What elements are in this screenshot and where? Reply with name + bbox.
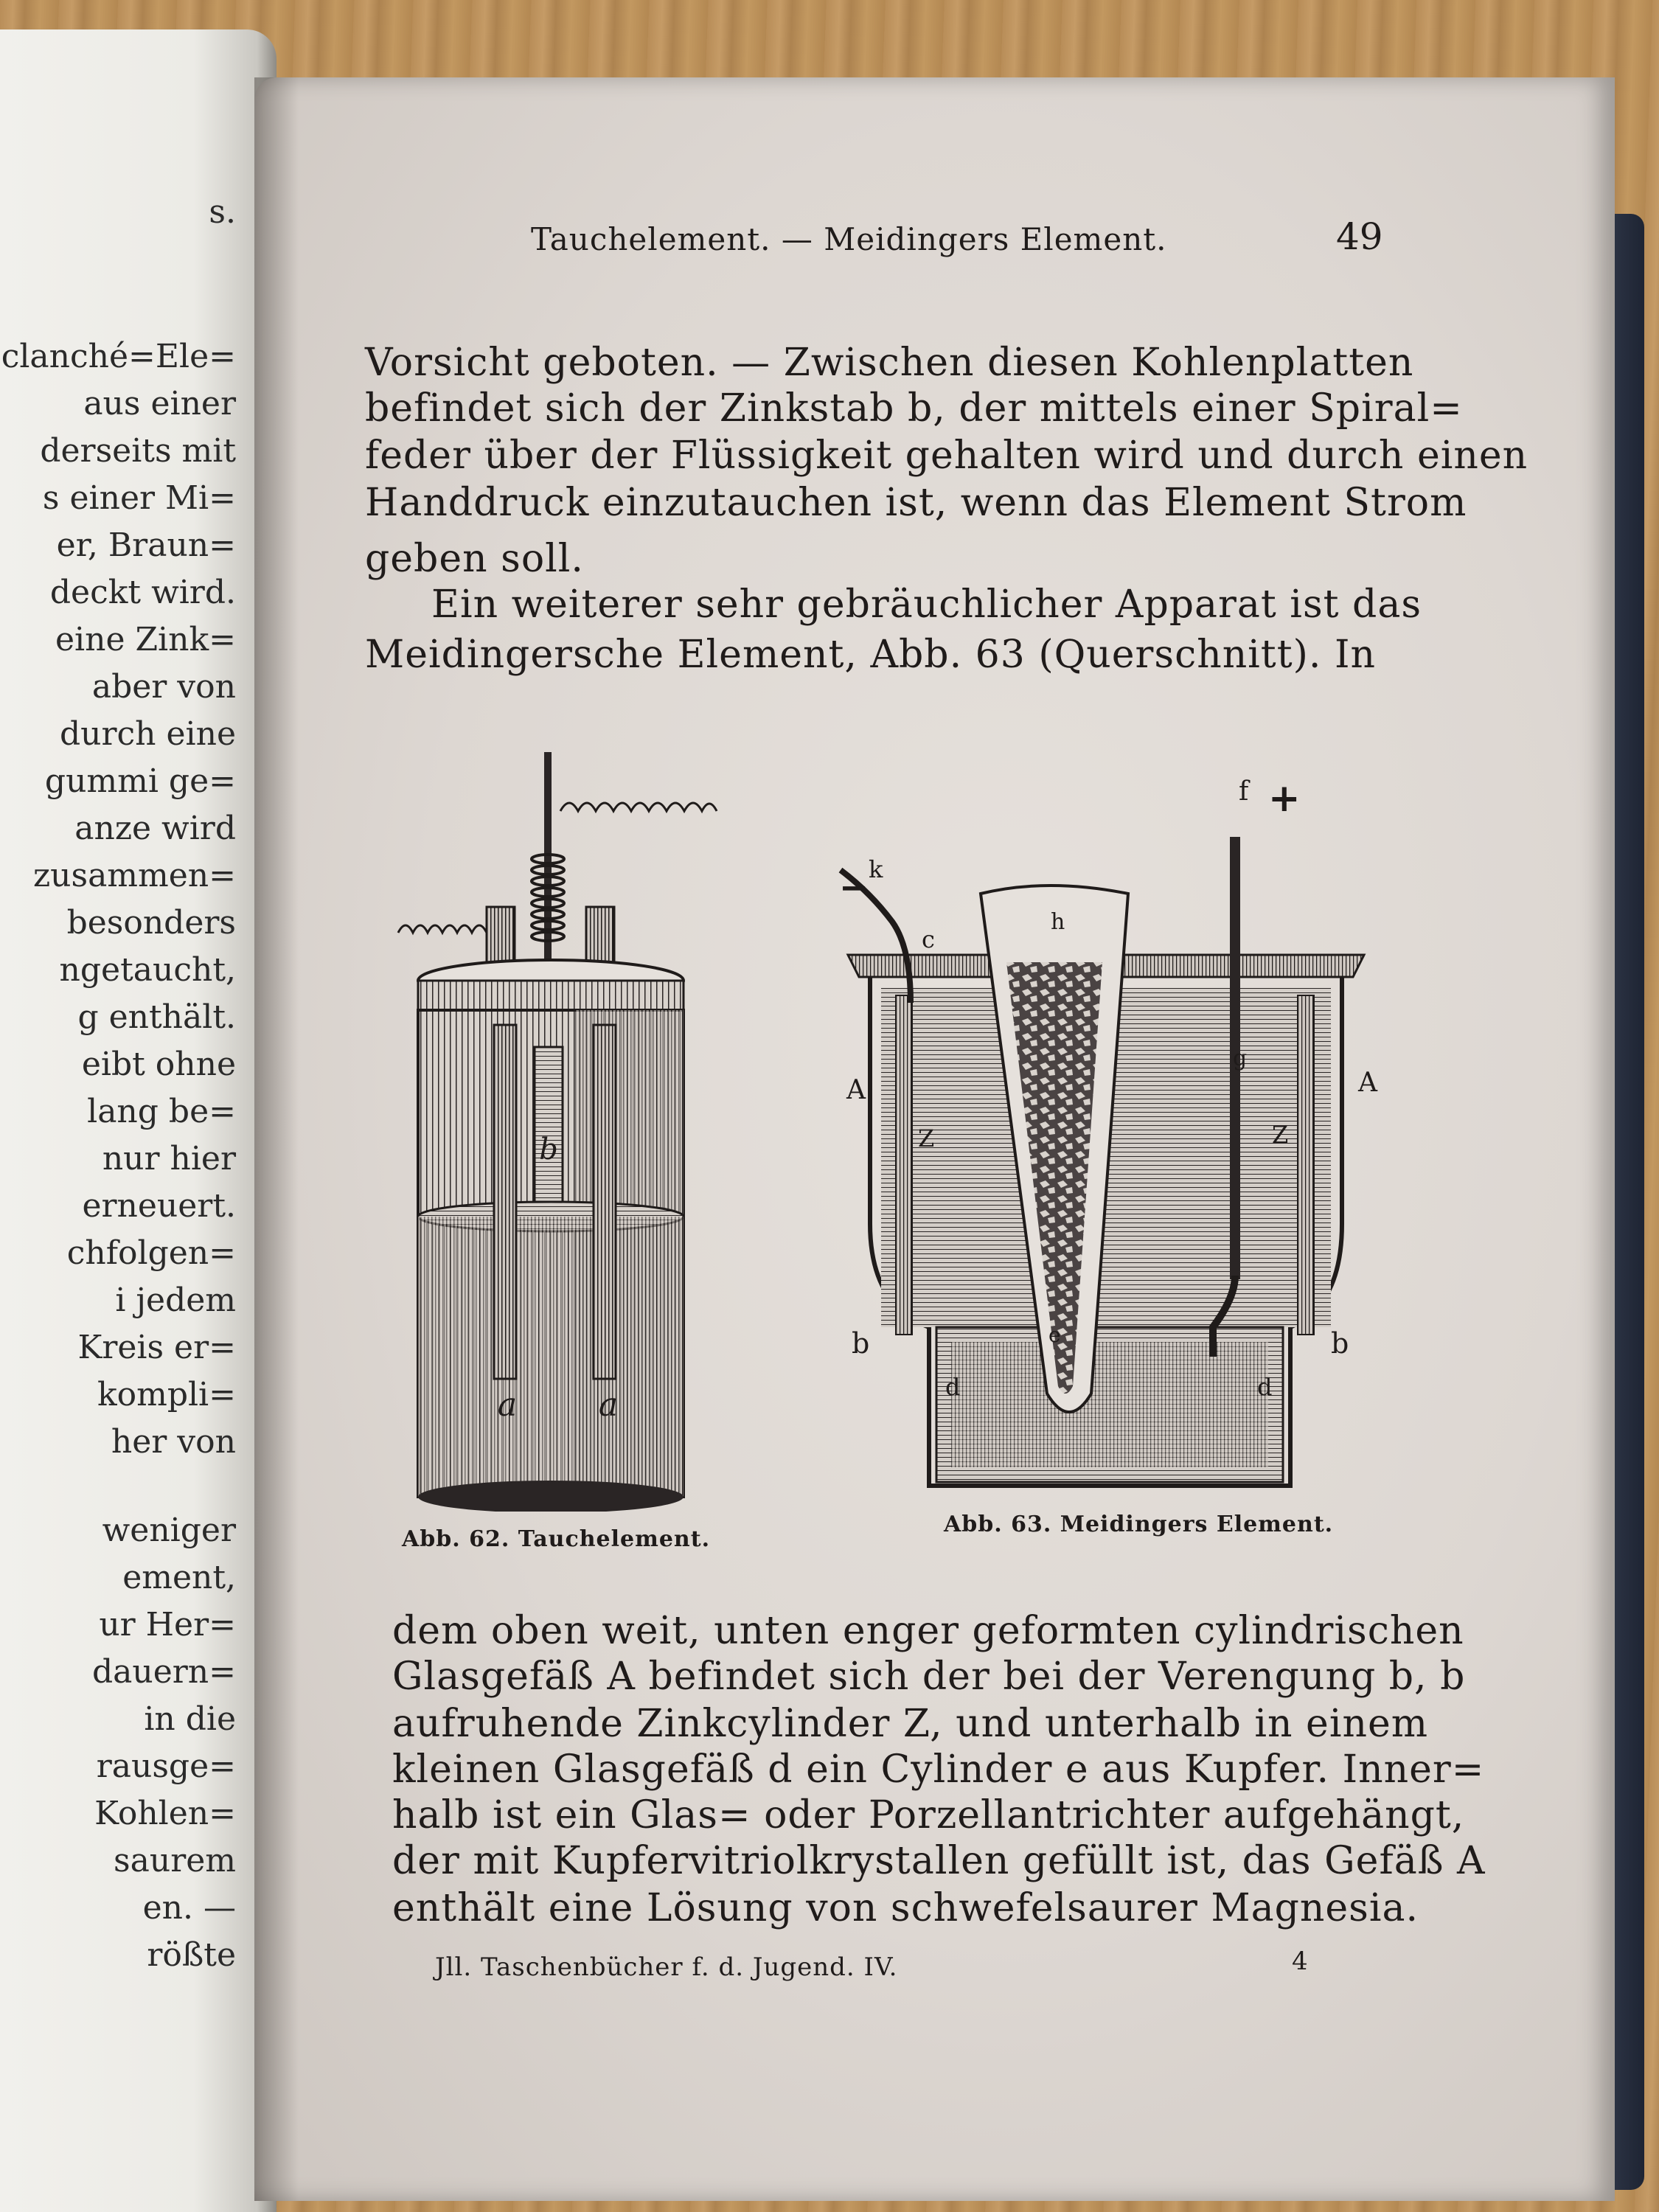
body-line: kleinen Glasgefäß d ein Cylinder e aus Kupfer. Inner= [392, 1747, 1485, 1792]
left-page-line: ngetaucht, [59, 951, 236, 989]
left-page-line: nur hier [102, 1140, 236, 1178]
fig63-label-Z: Z [918, 1124, 935, 1152]
body-line: Vorsicht geboten. — Zwischen diesen Kohlenplatten [365, 341, 1414, 385]
left-page-line: aus einer [83, 385, 236, 422]
left-page-line: Kreis er= [77, 1329, 236, 1366]
left-page-line: eine Zink= [55, 621, 236, 658]
left-page-line: her von [111, 1423, 236, 1461]
body-line: Glasgefäß A befindet sich der bei der Verengung b, b [392, 1655, 1466, 1699]
left-page-line: i jedem [115, 1281, 236, 1319]
left-page-line: s einer Mi= [42, 479, 236, 517]
left-page-line: in die [144, 1700, 236, 1738]
tauchelement-illustration [391, 737, 774, 1512]
left-page-line: deckt wird. [49, 574, 236, 611]
left-page-line: er, Braun= [56, 526, 236, 564]
left-page-line: s. [209, 193, 236, 231]
fig63-label-A: A [1358, 1068, 1377, 1098]
body-line: der mit Kupfervitriolkrystallen gefüllt ist, das Gefäß A [392, 1839, 1486, 1883]
left-page-line: gummi ge= [44, 762, 236, 800]
page-gutter-shadow [254, 77, 299, 2201]
fig63-label-b: b [852, 1327, 870, 1360]
left-page-line: g enthält. [77, 998, 236, 1036]
left-page-line: ur Her= [99, 1606, 236, 1644]
fig63-label-c: c [922, 925, 935, 953]
left-page-line: besonders [66, 904, 236, 942]
body-line: Handdruck einzutauchen ist, wenn das Element Strom [365, 481, 1467, 525]
left-page-line: clanché=Ele= [1, 338, 236, 375]
figure-caption-62: Abb. 62. Tauchelement. [402, 1526, 711, 1552]
fig63-label-f: f [1239, 776, 1249, 807]
fig63-label-A: A [846, 1075, 866, 1105]
fig63-label-k: k [869, 855, 883, 883]
left-page-line: aber von [91, 668, 236, 706]
left-page-line: lang be= [87, 1093, 236, 1130]
body-line: aufruhende Zinkcylinder Z, und unterhalb in einem [392, 1702, 1429, 1746]
left-page-line: dauern= [91, 1653, 236, 1691]
body-line: Meidingersche Element, Abb. 63 (Querschnitt). In [365, 633, 1376, 677]
left-page-line: saurem [114, 1842, 236, 1879]
fig63-label-plus: + [1268, 776, 1301, 821]
footer-signature-mark: 4 [1292, 1947, 1309, 1976]
body-line: enthält eine Lösung von schwefelsaurer Magnesia. [392, 1886, 1419, 1930]
fig62-label-a: a [598, 1386, 619, 1424]
left-page-line: ement, [122, 1559, 236, 1596]
body-line: befindet sich der Zinkstab b, der mittels einer Spiral= [365, 386, 1463, 431]
body-line: halb ist ein Glas= oder Porzellantrichter aufgehängt, [392, 1793, 1465, 1837]
fig63-label-b: b [1331, 1327, 1349, 1360]
body-line: geben soll. [365, 537, 584, 581]
left-page-line: anze wird [74, 810, 236, 847]
left-page-line: erneuert. [82, 1187, 236, 1225]
left-page-line: Kohlen= [94, 1795, 236, 1832]
left-page-line: durch eine [60, 715, 236, 753]
fig63-label-e: e [1048, 1323, 1061, 1347]
left-page-line: chfolgen= [66, 1234, 236, 1272]
left-page-line: zusammen= [32, 857, 236, 894]
left-page-line: rausge= [96, 1747, 236, 1785]
running-header: Tauchelement. — Meidingers Element. [531, 221, 1167, 257]
left-page [0, 29, 276, 2212]
fig63-label-Z: Z [1272, 1121, 1289, 1149]
left-page-line: kompli= [97, 1376, 236, 1413]
fig62-label-a: a [497, 1386, 518, 1424]
left-page-line: en. — [142, 1889, 236, 1927]
fig63-label-d: d [945, 1373, 961, 1401]
figure-caption-63: Abb. 63. Meidingers Element. [944, 1512, 1334, 1537]
meidinger-element-illustration [826, 767, 1401, 1497]
footer-series-title: Jll. Taschenbücher f. d. Jugend. IV. [435, 1952, 898, 1982]
fig63-label-d: d [1257, 1373, 1273, 1401]
left-page-line: eibt ohne [81, 1046, 236, 1083]
body-line: dem oben weit, unten enger geformten cylindrischen [392, 1609, 1464, 1653]
body-line: feder über der Flüssigkeit gehalten wird und durch einen [365, 434, 1528, 478]
fig63-label-minus: − [839, 867, 869, 908]
left-page-line: weniger [102, 1512, 236, 1549]
fig63-label-h: h [1051, 909, 1065, 935]
fig63-label-g: g [1233, 1046, 1248, 1071]
fig62-label-b: b [539, 1133, 558, 1166]
left-page-line: derseits mit [40, 432, 236, 470]
body-line: Ein weiterer sehr gebräuchlicher Apparat ist das [431, 582, 1422, 627]
left-page-line: rößte [147, 1936, 236, 1974]
page-number: 49 [1336, 215, 1383, 258]
